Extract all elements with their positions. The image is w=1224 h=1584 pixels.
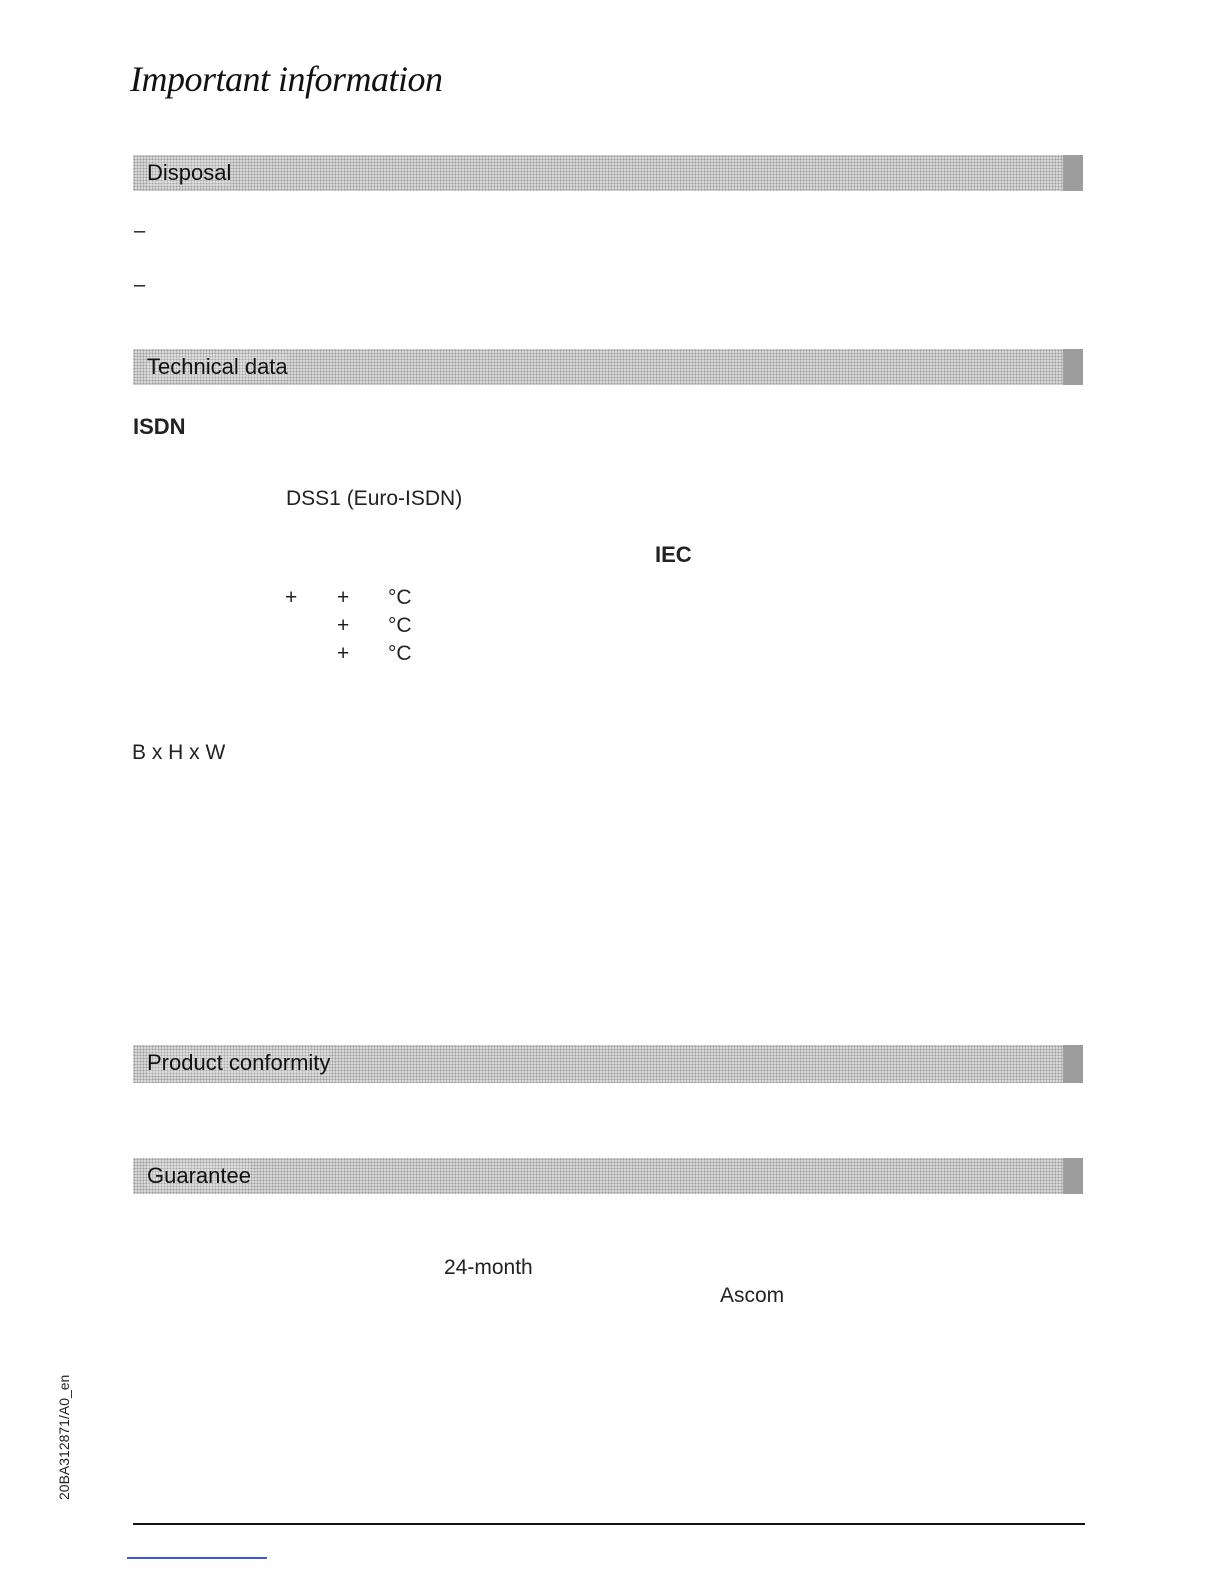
footer-link-underline (127, 1557, 267, 1559)
section-bar-guarantee (133, 1158, 1083, 1194)
guarantee-period: 24-month (444, 1256, 533, 1279)
section-bar-product-conformity (133, 1045, 1083, 1083)
section-heading-disposal: Disposal (147, 160, 232, 185)
temp-unit: °C (388, 586, 412, 609)
temp-unit: °C (388, 642, 412, 665)
temp-sign: + (337, 642, 350, 665)
section-bar-disposal (133, 155, 1083, 191)
iec-label: IEC (655, 542, 692, 567)
temp-sign: + (285, 586, 298, 609)
temp-sign: + (337, 586, 350, 609)
temp-sign: + (337, 614, 350, 637)
section-heading-guarantee: Guarantee (147, 1163, 251, 1188)
section-heading-technical-data: Technical data (147, 354, 288, 379)
section-heading-product-conformity: Product conformity (147, 1050, 331, 1075)
temp-unit: °C (388, 614, 412, 637)
protocol-value: DSS1 (Euro-ISDN) (286, 487, 463, 510)
disposal-bullet: – (134, 220, 146, 242)
isdn-label: ISDN (133, 414, 186, 439)
footer-divider (133, 1523, 1085, 1525)
brand-name: Ascom (720, 1284, 785, 1307)
document-code: 20BA312871/A0_en (56, 1374, 72, 1500)
disposal-bullet: – (134, 274, 146, 296)
dimensions-label: B x H x W (132, 741, 226, 764)
section-bar-technical-data (133, 349, 1083, 385)
page-title: Important information (130, 59, 443, 99)
